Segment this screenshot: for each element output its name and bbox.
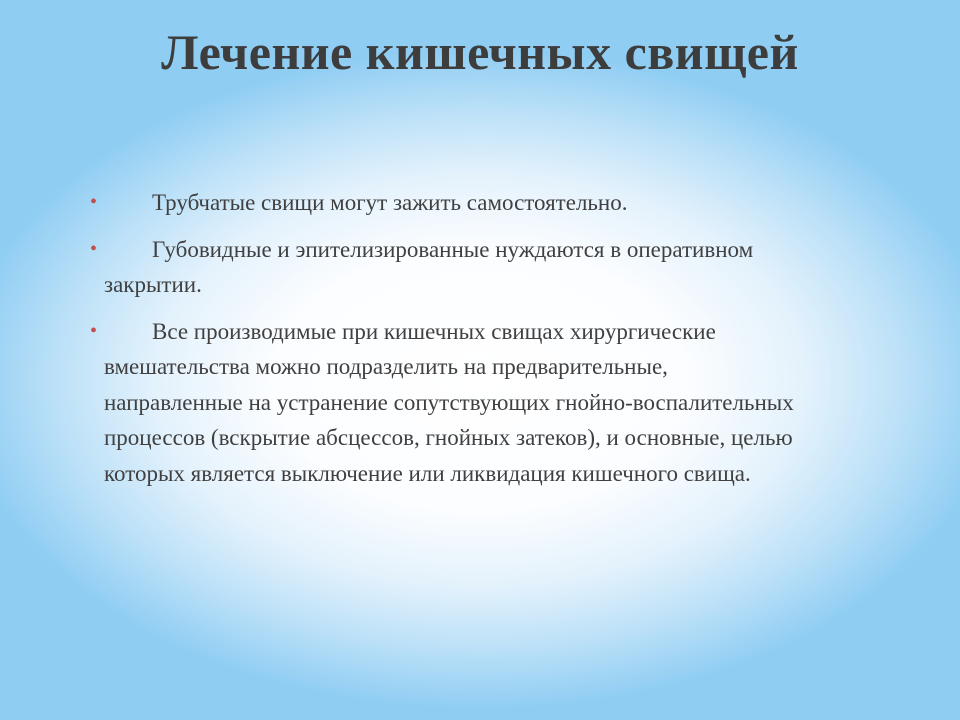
bullet-item — [92, 232, 812, 303]
bullet-item — [92, 314, 812, 492]
bullet-text: Губовидные и эпителизированные нуждаются в оперативном закрытии. — [104, 236, 754, 297]
bullet-text: Все производимые при кишечных свищах хирургические вмешательства можно подразделить на предварительные, направленные на устранение сопутствующих гнойно-воспалительных процессов (вскрытие абсцессов, гнойных затеков), и основные, целью которых является выключение или ликвидация кишечного свища. — [104, 318, 794, 486]
bullet-dot-icon: • — [90, 319, 98, 342]
bullet-text: Трубчатые свищи могут зажить самостоятельно. — [152, 190, 628, 215]
bullet-dot-icon: • — [90, 237, 98, 260]
bullet-item — [92, 185, 812, 221]
slide-title: Лечение кишечных свищей — [161, 24, 799, 80]
bullet-dot-icon: • — [90, 191, 98, 213]
bullet-list — [92, 185, 812, 502]
